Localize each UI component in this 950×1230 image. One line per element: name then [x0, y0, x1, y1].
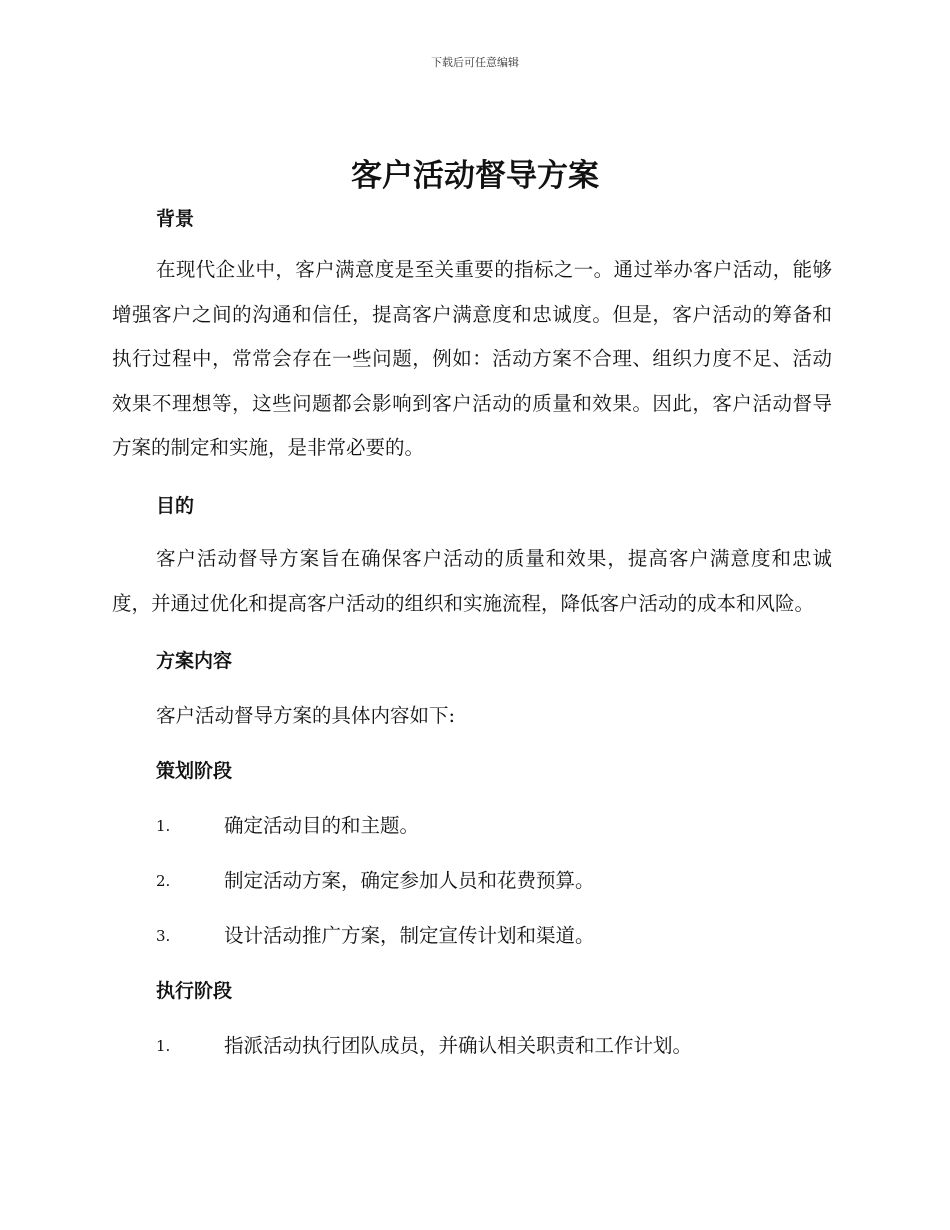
list-number: 1.: [156, 817, 171, 836]
document-title: 客户活动督导方案: [351, 158, 599, 194]
execution-list-item: [112, 1027, 832, 1065]
purpose-paragraph: 客户活动督导方案旨在确保客户活动的质量和效果，提高客户满意度和忠诚度，并通过优化和提高客户活动的组织和实施流程，降低客户活动的成本和风险。: [112, 546, 832, 615]
list-number: 3.: [156, 927, 171, 946]
list-text: 制定活动方案，确定参加人员和花费预算。: [224, 869, 595, 893]
planning-list-item: [112, 807, 832, 845]
list-number: 2.: [156, 872, 171, 891]
planning-list-item: [112, 862, 832, 900]
planning-list-item: [112, 917, 832, 955]
section-heading-background: 背景: [156, 208, 195, 230]
section-heading-purpose: 目的: [156, 494, 195, 517]
list-number: 1.: [156, 1037, 171, 1056]
section-heading-content: 方案内容: [156, 650, 233, 673]
page-header: 下载后可任意编辑: [431, 56, 519, 69]
list-text: 设计活动推广方案，制定宣传计划和渠道。: [224, 924, 595, 948]
background-paragraph: 在现代企业中，客户满意度是至关重要的指标之一。通过举办客户活动，能够增强客户之间的沟通和信任，提高客户满意度和忠诚度。但是，客户活动的筹备和执行过程中，常常会存在一些问题，例如：活动方案不合理、组织力度不足、活动效果不理想等，这些问题都会影响到客户活动的质量和效果。因此，客户活动督导方案的制定和实施，是非常必要的。: [112, 258, 832, 460]
section-heading-execution: 执行阶段: [156, 980, 233, 1003]
list-text: 确定活动目的和主题。: [224, 814, 420, 838]
list-text: 指派活动执行团队成员，并确认相关职责和工作计划。: [224, 1034, 693, 1058]
content-intro: 客户活动督导方案的具体内容如下:: [156, 704, 456, 728]
document-body: [112, 200, 832, 1065]
section-heading-planning: 策划阶段: [156, 760, 233, 783]
